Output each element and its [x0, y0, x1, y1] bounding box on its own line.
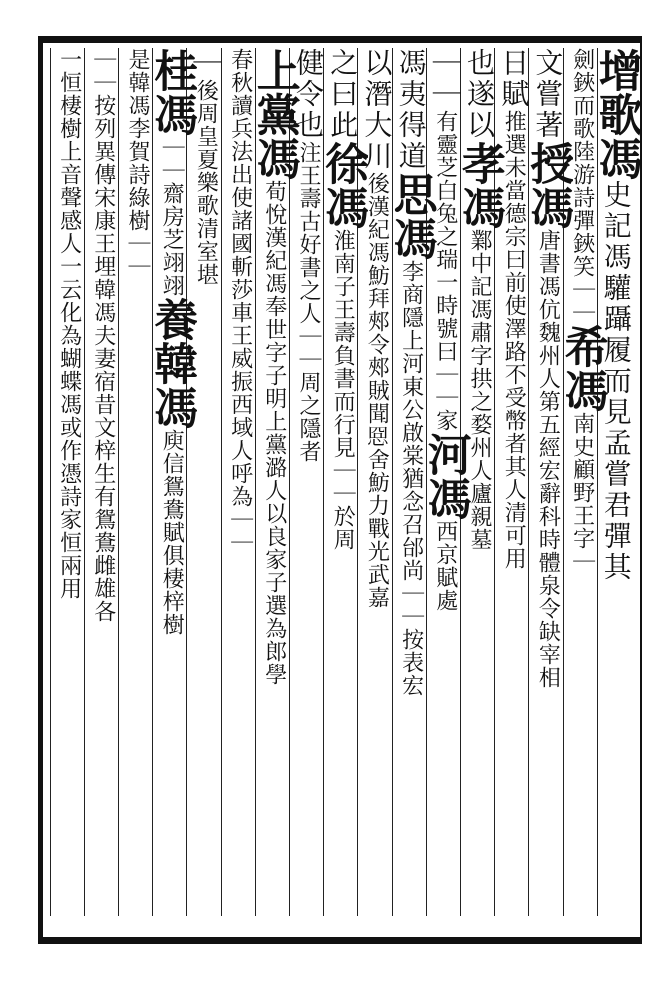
entry-text: 鄴中記馮肅字拱之婺州人廬親墓 [467, 229, 492, 551]
entry-text: ｜ [189, 48, 223, 79]
entry-headword: 河馮 [419, 432, 471, 520]
entry-text: 後漢紀馮魴拜郟令郟賊聞𢚊舍魴力戰光武嘉 [364, 172, 390, 609]
entry-text: 文嘗著 [531, 48, 565, 141]
entry-headword: 歌馮 [590, 92, 642, 180]
entry-headword: 上黨馮 [248, 48, 300, 180]
entry-headword: 思馮 [385, 172, 437, 260]
entry-text: 馮夷得道 [394, 48, 428, 172]
entry-text: 西京賦處 [432, 520, 458, 612]
entry-text: 春秋讀兵法出使諸國斬莎車王威振西域人呼為｜｜ [227, 48, 253, 554]
entry-text: 推選未當德宗曰前使澤路不受幣者其人清可用 [501, 110, 527, 570]
entry-text: 淮南子王壽負書而行見｜｜於周 [330, 229, 356, 551]
entry-headword: 桂馮 [146, 48, 198, 136]
column-divider [50, 48, 51, 916]
entry-text: 史記馮驩躡履而見孟嘗君彈其 [599, 180, 633, 583]
entry-text: 也遂以 [463, 48, 496, 141]
entry-text: 有靈芝白兔之瑞一時號曰｜｜家 [432, 110, 458, 432]
entry-headword: 增 [590, 48, 642, 92]
entry-headword: 希馮 [556, 324, 608, 412]
entry-text: 日賦 [497, 48, 531, 110]
entry-text: 後周皇夏樂歌清室堪 [193, 79, 219, 286]
entry-headword: 養韓馮 [146, 297, 198, 429]
entry-text: 南史顧野王字｜ [569, 412, 595, 573]
entry-headword: 徐馮 [317, 141, 369, 229]
entry-text: ｜｜ [428, 48, 462, 110]
entry-text: 一恒棲樹上音聲感人一云化為蝴蝶馮或作憑詩家恒兩用 [56, 48, 82, 600]
entry-headword: 授馮 [522, 141, 574, 229]
entry-text: 唐書馮伉魏州人第五經宏辭科時體泉令缺宰相 [535, 229, 561, 689]
entry-text: 健令也 [292, 48, 325, 141]
entry-text: 以潛大川 [360, 48, 394, 172]
entry-text: 劍鋏而歌陸游詩彈鋏笑｜｜ [569, 48, 595, 324]
entry-text: 注王壽古好書之人｜｜周之隱者 [296, 141, 321, 463]
entry-text: ｜｜齋房芝翊翊 [159, 136, 185, 297]
entry-text: ｜｜按列異傳宋康王埋韓馮夫妻宿昔文梓生有鴛鴦雌雄各 [90, 48, 116, 623]
entry-text: 李商隱上河東公啟棠猶念召邰尚｜｜按表宏 [398, 260, 424, 697]
entry-text: 是韓馮李賀詩綠樹｜｜ [125, 48, 150, 278]
entry-text: 荀悅漢紀馮奉世字子明上黨潞人以良家子選為郎學 [261, 180, 287, 686]
entry-headword: 孝馮 [454, 141, 505, 229]
entry-text: 之曰此 [326, 48, 360, 141]
entry-text: 庾信鴛鴦賦俱棲梓樹 [159, 429, 185, 636]
